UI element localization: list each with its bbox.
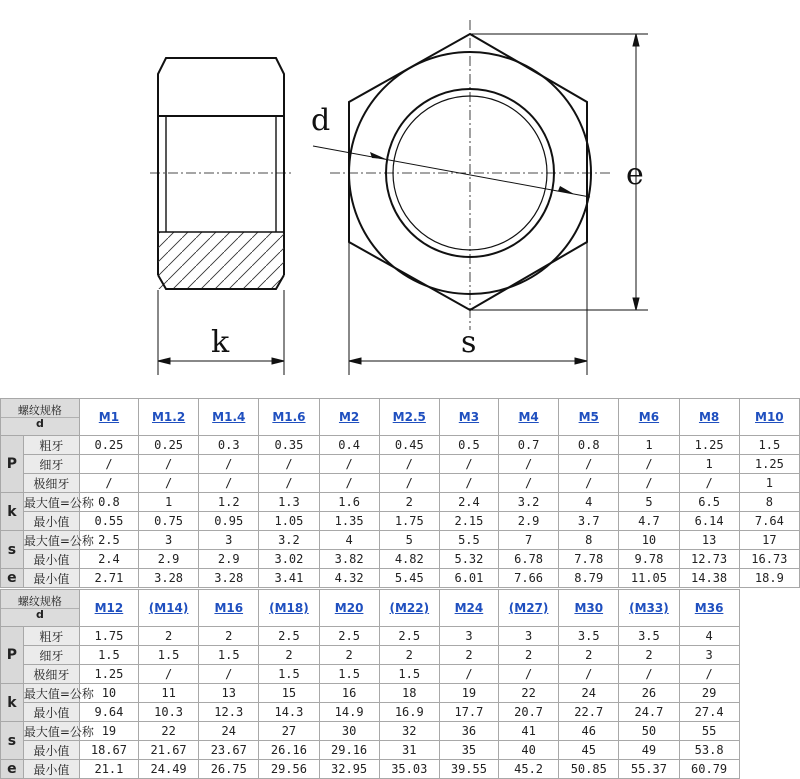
value-cell: 10 (79, 684, 138, 703)
value-cell: 50.85 (559, 760, 619, 779)
value-cell: 3.02 (259, 550, 319, 569)
value-cell: 2 (619, 646, 679, 665)
label-k: k (211, 325, 230, 360)
data-row (1, 741, 800, 760)
size-link[interactable]: M30 (574, 601, 604, 615)
size-link[interactable]: M36 (694, 601, 724, 615)
dimension-lines (158, 34, 648, 375)
value-cell: 1.5 (139, 646, 199, 665)
value-cell: 31 (379, 741, 439, 760)
data-row (1, 646, 800, 665)
label-e: e (626, 157, 644, 192)
value-cell: 4.32 (319, 569, 379, 588)
row-label-cell: 最大值=公称 (23, 493, 79, 512)
value-cell: / (199, 474, 259, 493)
size-header-cell (259, 590, 319, 627)
value-cell: 3.5 (559, 627, 619, 646)
value-cell: / (499, 455, 559, 474)
value-cell: 2.15 (439, 512, 498, 531)
value-cell: 1.6 (319, 493, 379, 512)
value-cell: 4.7 (619, 512, 679, 531)
value-cell: 17 (739, 531, 799, 550)
value-cell: 2.4 (439, 493, 498, 512)
value-cell: 2 (259, 646, 319, 665)
value-cell: 1.5 (379, 665, 439, 684)
value-cell: / (559, 474, 619, 493)
value-cell: 1.5 (199, 646, 259, 665)
row-label-cell: 粗牙 (23, 627, 79, 646)
value-cell: 4 (559, 493, 619, 512)
value-cell: 9.64 (79, 703, 138, 722)
value-cell: 32.95 (319, 760, 379, 779)
size-header-cell (79, 399, 138, 436)
value-cell: 0.3 (199, 436, 259, 455)
value-cell: 30 (319, 722, 379, 741)
size-header-cell (139, 399, 199, 436)
value-cell: 12.73 (679, 550, 739, 569)
value-cell: 53.8 (679, 741, 739, 760)
value-cell: 2.5 (319, 627, 379, 646)
size-header-cell (439, 590, 498, 627)
group-label-cell: e (1, 760, 24, 779)
value-cell: 16.73 (739, 550, 799, 569)
value-cell: 0.35 (259, 436, 319, 455)
value-cell: 0.4 (319, 436, 379, 455)
data-row (1, 550, 800, 569)
size-link[interactable]: M1.4 (212, 410, 246, 424)
value-cell: 7.78 (559, 550, 619, 569)
value-cell: 27.4 (679, 703, 739, 722)
value-cell: 2.4 (79, 550, 138, 569)
size-header-cell (619, 399, 679, 436)
row-label-cell: 细牙 (23, 646, 79, 665)
value-cell: / (439, 665, 498, 684)
size-link[interactable]: M16 (214, 601, 244, 615)
value-cell: 1.5 (739, 436, 799, 455)
value-cell: 0.45 (379, 436, 439, 455)
value-cell: 55 (679, 722, 739, 741)
group-label-cell: P (1, 436, 24, 493)
value-cell: 3.28 (139, 569, 199, 588)
value-cell: 1.25 (739, 455, 799, 474)
value-cell: 45 (559, 741, 619, 760)
value-cell: 5.45 (379, 569, 439, 588)
size-link[interactable]: M24 (454, 601, 484, 615)
value-cell: 13 (199, 684, 259, 703)
value-cell: 1 (739, 474, 799, 493)
value-cell: / (559, 665, 619, 684)
value-cell: / (619, 474, 679, 493)
value-cell: 45.2 (499, 760, 559, 779)
value-cell: 1 (619, 436, 679, 455)
group-label-cell: P (1, 627, 24, 684)
value-cell: 1.35 (319, 512, 379, 531)
value-cell: 6.14 (679, 512, 739, 531)
value-cell: / (559, 455, 619, 474)
value-cell: 14.3 (259, 703, 319, 722)
value-cell: / (259, 474, 319, 493)
value-cell: 0.55 (79, 512, 138, 531)
data-row (1, 665, 800, 684)
size-header-cell (559, 399, 619, 436)
value-cell: 1 (139, 493, 199, 512)
value-cell: / (319, 455, 379, 474)
value-cell: 7.66 (499, 569, 559, 588)
group-label-cell: k (1, 684, 24, 722)
value-cell: 14.38 (679, 569, 739, 588)
size-link[interactable]: M2.5 (392, 410, 426, 424)
value-cell: 1.5 (319, 665, 379, 684)
value-cell: 5 (379, 531, 439, 550)
value-cell: 3 (499, 627, 559, 646)
value-cell: 2 (139, 627, 199, 646)
data-row (1, 436, 800, 455)
nut-side-view (150, 58, 292, 289)
value-cell: 2.5 (259, 627, 319, 646)
value-cell: 4.82 (379, 550, 439, 569)
group-label-cell: e (1, 569, 24, 588)
value-cell: / (379, 474, 439, 493)
data-row (1, 512, 800, 531)
size-header-cell (319, 590, 379, 627)
value-cell: 1.05 (259, 512, 319, 531)
row-label-cell: 细牙 (23, 455, 79, 474)
row-label-cell: 极细牙 (23, 665, 79, 684)
row-label-cell: 最小值 (23, 512, 79, 531)
size-header-cell (319, 399, 379, 436)
value-cell: 16.9 (379, 703, 439, 722)
value-cell: 0.8 (79, 493, 138, 512)
size-header-cell (379, 590, 439, 627)
value-cell: / (79, 455, 138, 474)
value-cell: 16 (319, 684, 379, 703)
value-cell: 27 (259, 722, 319, 741)
value-cell: 21.67 (139, 741, 199, 760)
value-cell: 7 (499, 531, 559, 550)
value-cell: 2 (319, 646, 379, 665)
data-row (1, 455, 800, 474)
spec-header-d-label: d (1, 417, 79, 430)
value-cell: 3.28 (199, 569, 259, 588)
nut-top-view (313, 20, 610, 330)
value-cell: 19 (79, 722, 138, 741)
empty-value-cell (739, 722, 799, 741)
spec-header-label: 螺纹规格 (17, 403, 62, 417)
value-cell: / (619, 455, 679, 474)
value-cell: / (379, 455, 439, 474)
value-cell: 36 (439, 722, 498, 741)
value-cell: 11 (139, 684, 199, 703)
label-s: s (461, 325, 477, 360)
size-header-cell (619, 590, 679, 627)
value-cell: 0.5 (439, 436, 498, 455)
data-row (1, 569, 800, 588)
value-cell: 14.9 (319, 703, 379, 722)
value-cell: 10 (619, 531, 679, 550)
value-cell: 3 (199, 531, 259, 550)
empty-value-cell (739, 627, 799, 646)
value-cell: / (499, 474, 559, 493)
value-cell: 5.5 (439, 531, 498, 550)
empty-size-cell (739, 590, 799, 627)
data-row (1, 474, 800, 493)
value-cell: 10.3 (139, 703, 199, 722)
value-cell: 6.78 (499, 550, 559, 569)
value-cell: 0.7 (499, 436, 559, 455)
value-cell: 2 (379, 493, 439, 512)
group-label-cell: k (1, 493, 24, 531)
value-cell: 18.67 (79, 741, 138, 760)
value-cell: 3 (679, 646, 739, 665)
size-header-cell (199, 399, 259, 436)
size-link[interactable]: (M33) (629, 601, 669, 615)
value-cell: 1.3 (259, 493, 319, 512)
value-cell: 26.75 (199, 760, 259, 779)
size-header-cell (379, 399, 439, 436)
size-link[interactable]: M10 (755, 410, 784, 424)
value-cell: 8 (739, 493, 799, 512)
spec-header-d-label: d (1, 608, 79, 621)
value-cell: 2.5 (379, 627, 439, 646)
value-cell: 1 (679, 455, 739, 474)
size-header-cell (499, 590, 559, 627)
size-header-cell (559, 590, 619, 627)
value-cell: 1.75 (379, 512, 439, 531)
value-cell: 18 (379, 684, 439, 703)
value-cell: 5 (619, 493, 679, 512)
size-header-cell (139, 590, 199, 627)
value-cell: 7.64 (739, 512, 799, 531)
size-header-cell (679, 590, 739, 627)
value-cell: 18.9 (739, 569, 799, 588)
size-link[interactable]: (M18) (269, 601, 309, 615)
empty-value-cell (739, 665, 799, 684)
value-cell: 26 (619, 684, 679, 703)
size-header-cell (679, 399, 739, 436)
size-header-cell (79, 590, 138, 627)
spec-header-cell (1, 399, 80, 436)
spec-table-2 (0, 589, 800, 779)
value-cell: 17.7 (439, 703, 498, 722)
value-cell: / (79, 474, 138, 493)
value-cell: 1.5 (79, 646, 138, 665)
size-link[interactable]: (M22) (389, 601, 430, 615)
spec-table-1 (0, 398, 800, 588)
row-label-cell: 最小值 (23, 569, 79, 588)
value-cell: 22 (499, 684, 559, 703)
value-cell: 2.9 (139, 550, 199, 569)
value-cell: 3.2 (259, 531, 319, 550)
value-cell: 29 (679, 684, 739, 703)
value-cell: 20.7 (499, 703, 559, 722)
value-cell: 2.9 (199, 550, 259, 569)
value-cell: 35.03 (379, 760, 439, 779)
value-cell: 2 (559, 646, 619, 665)
value-cell: 24.7 (619, 703, 679, 722)
label-d: d (311, 103, 331, 138)
empty-value-cell (739, 646, 799, 665)
value-cell: / (439, 474, 498, 493)
empty-value-cell (739, 684, 799, 703)
value-cell: / (679, 665, 739, 684)
value-cell: 29.16 (319, 741, 379, 760)
value-cell: 19 (439, 684, 498, 703)
value-cell: 3.41 (259, 569, 319, 588)
value-cell: 2 (379, 646, 439, 665)
data-row (1, 703, 800, 722)
row-label-cell: 最小值 (23, 703, 79, 722)
spec-header-cell (1, 590, 80, 627)
value-cell: 22 (139, 722, 199, 741)
group-label-cell: s (1, 722, 24, 760)
value-cell: 2 (439, 646, 498, 665)
value-cell: 0.8 (559, 436, 619, 455)
value-cell: / (139, 474, 199, 493)
size-header-cell (199, 590, 259, 627)
value-cell: 1.25 (79, 665, 138, 684)
value-cell: 3.5 (619, 627, 679, 646)
value-cell: 3.7 (559, 512, 619, 531)
size-link[interactable]: M6 (638, 410, 660, 424)
data-row (1, 493, 800, 512)
value-cell: 4 (319, 531, 379, 550)
size-header-cell (739, 399, 799, 436)
size-link[interactable]: M2 (338, 410, 360, 424)
size-link[interactable]: M8 (698, 410, 720, 424)
value-cell: 50 (619, 722, 679, 741)
value-cell: 3 (439, 627, 498, 646)
value-cell: 12.3 (199, 703, 259, 722)
value-cell: 1.5 (259, 665, 319, 684)
value-cell: / (319, 474, 379, 493)
value-cell: 24 (199, 722, 259, 741)
value-cell: 60.79 (679, 760, 739, 779)
row-label-cell: 最小值 (23, 741, 79, 760)
value-cell: 5.32 (439, 550, 498, 569)
value-cell: / (439, 455, 498, 474)
size-link[interactable]: M5 (578, 410, 599, 424)
empty-value-cell (739, 741, 799, 760)
value-cell: 4 (679, 627, 739, 646)
value-cell: 26.16 (259, 741, 319, 760)
value-cell: / (139, 455, 199, 474)
data-row (1, 722, 800, 741)
value-cell: 3 (139, 531, 199, 550)
size-link[interactable]: M3 (458, 410, 480, 424)
value-cell: 23.67 (199, 741, 259, 760)
empty-value-cell (739, 760, 799, 779)
value-cell: / (499, 665, 559, 684)
row-label-cell: 最小值 (23, 550, 79, 569)
data-row (1, 684, 800, 703)
row-label-cell: 粗牙 (23, 436, 79, 455)
row-label-cell: 最大值=公称 (23, 531, 79, 550)
data-row (1, 531, 800, 550)
value-cell: 3.2 (499, 493, 559, 512)
value-cell: 24.49 (139, 760, 199, 779)
value-cell: 0.95 (199, 512, 259, 531)
value-cell: 32 (379, 722, 439, 741)
group-label-cell: s (1, 531, 24, 569)
size-link[interactable]: M4 (518, 410, 539, 424)
empty-value-cell (739, 703, 799, 722)
value-cell: 13 (679, 531, 739, 550)
value-cell: / (139, 665, 199, 684)
value-cell: 3.82 (319, 550, 379, 569)
value-cell: 8 (559, 531, 619, 550)
value-cell: 2 (199, 627, 259, 646)
size-header-cell (259, 399, 319, 436)
value-cell: 0.75 (139, 512, 199, 531)
size-link[interactable]: M12 (94, 601, 124, 615)
value-cell: 6.5 (679, 493, 739, 512)
data-row (1, 760, 800, 779)
row-label-cell: 极细牙 (23, 474, 79, 493)
value-cell: 41 (499, 722, 559, 741)
value-cell: 2.71 (79, 569, 138, 588)
value-cell: 24 (559, 684, 619, 703)
value-cell: 6.01 (439, 569, 498, 588)
value-cell: 22.7 (559, 703, 619, 722)
value-cell: 2.9 (499, 512, 559, 531)
value-cell: / (259, 455, 319, 474)
size-link[interactable]: M1.2 (151, 410, 186, 424)
spec-header-label: 螺纹规格 (17, 594, 62, 608)
value-cell: / (619, 665, 679, 684)
value-cell: / (199, 665, 259, 684)
row-label-cell: 最大值=公称 (23, 684, 79, 703)
value-cell: 0.25 (139, 436, 199, 455)
size-link[interactable]: M1 (98, 410, 120, 424)
size-link[interactable]: M1.6 (272, 410, 306, 424)
size-header-row (1, 399, 800, 436)
value-cell: 49 (619, 741, 679, 760)
value-cell: 9.78 (619, 550, 679, 569)
size-link[interactable]: M20 (334, 601, 364, 615)
value-cell: 46 (559, 722, 619, 741)
value-cell: 1.2 (199, 493, 259, 512)
size-header-row (1, 590, 800, 627)
row-label-cell: 最大值=公称 (23, 722, 79, 741)
value-cell: 1.75 (79, 627, 138, 646)
size-link[interactable]: (M14) (148, 601, 189, 615)
value-cell: 29.56 (259, 760, 319, 779)
value-cell: 1.25 (679, 436, 739, 455)
size-link[interactable]: (M27) (508, 601, 549, 615)
value-cell: 2 (499, 646, 559, 665)
value-cell: 40 (499, 741, 559, 760)
value-cell: 11.05 (619, 569, 679, 588)
value-cell: / (679, 474, 739, 493)
value-cell: 55.37 (619, 760, 679, 779)
value-cell: 8.79 (559, 569, 619, 588)
size-header-cell (439, 399, 498, 436)
value-cell: 0.25 (79, 436, 138, 455)
value-cell: 39.55 (439, 760, 498, 779)
value-cell: 15 (259, 684, 319, 703)
size-header-cell (499, 399, 559, 436)
data-row (1, 627, 800, 646)
row-label-cell: 最小值 (23, 760, 79, 779)
value-cell: 2.5 (79, 531, 138, 550)
value-cell: 21.1 (79, 760, 138, 779)
value-cell: / (199, 455, 259, 474)
value-cell: 35 (439, 741, 498, 760)
